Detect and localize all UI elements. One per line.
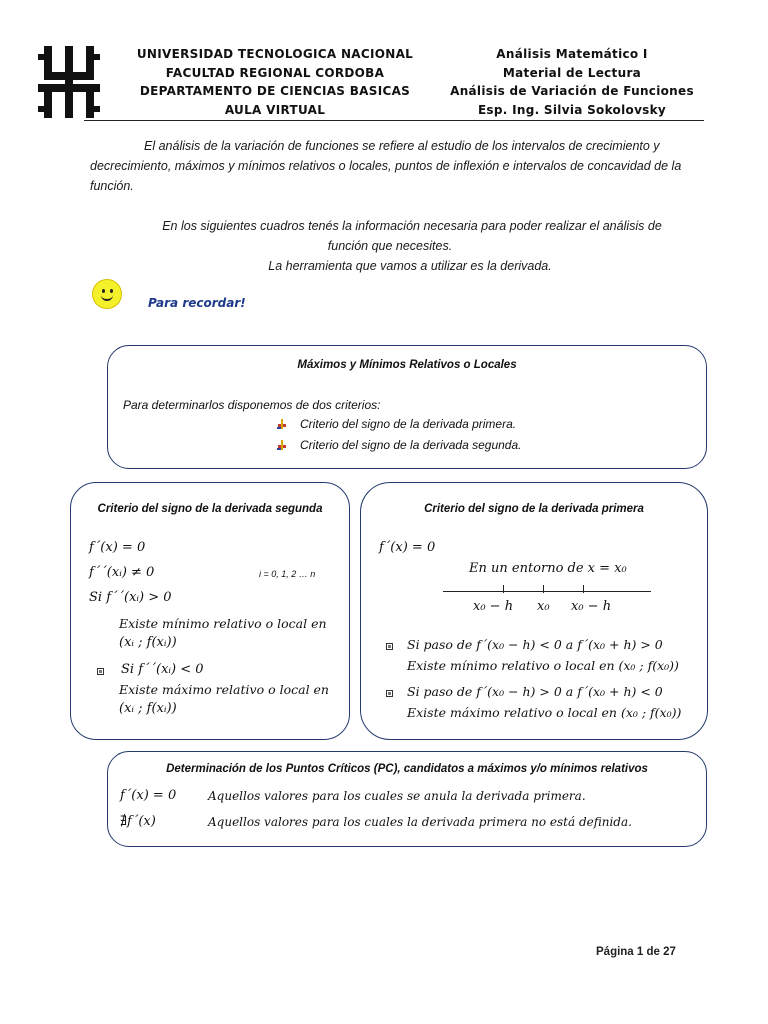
second-result-1-line-1: Existe mínimo relativo o local en (119, 616, 327, 631)
second-derivative-box (70, 482, 350, 740)
header-left (120, 45, 430, 119)
max-min-title: Máximos y Mínimos Relativos o Locales (297, 359, 517, 371)
second-cond-2: Si f´´(xᵢ) < 0 (121, 662, 204, 677)
first-cond-2: Si paso de f´(x₀ − h) > 0 a f´(x₀ + h) < 0 (407, 684, 663, 699)
para-recordar-label: Para recordar! (148, 296, 246, 310)
critical-points-title: Determinación de los Puntos Críticos (PC), candidatos a máximos y/o mínimos relativos (166, 763, 648, 775)
smiley-icon (92, 279, 122, 309)
pc-row-1-text: Aquellos valores para los cuales se anula la derivada primera. (208, 789, 586, 803)
pc-row-1-eq: f´(x) = 0 (120, 788, 177, 803)
second-cond-1: Si f´´(xᵢ) > 0 (89, 590, 172, 605)
first-result-1: Existe mínimo relativo o local en (x₀ ; f(x₀)) (407, 658, 679, 673)
pc-row-2-eq: ∄f´(x) (120, 814, 156, 829)
max-min-text: Para determinarlos disponemos de dos criterios: (123, 398, 381, 412)
header-author: Esp. Ing. Silvia Sokolovsky (477, 102, 667, 117)
intro-paragraph-2-line-2: función que necesites. (327, 239, 453, 253)
tick-right (583, 585, 584, 593)
axis-label-center: x₀ (537, 599, 550, 614)
pushpin-icon (276, 417, 288, 435)
tick-left (503, 585, 504, 593)
index-note: i = 0, 1, 2 … n (259, 569, 316, 579)
header-material: Material de Lectura (502, 65, 642, 80)
header-university: UNIVERSIDAD TECNOLOGICA NACIONAL (136, 47, 414, 61)
utn-logo (36, 44, 102, 120)
first-eq-1: f´(x) = 0 (379, 540, 436, 555)
header-faculty: FACULTAD REGIONAL CORDOBA (165, 65, 385, 80)
checkbox-bullet-icon (97, 668, 104, 675)
header-aula: AULA VIRTUAL (224, 102, 326, 117)
axis-label-right: x₀ − h (571, 599, 612, 614)
first-derivative-title: Criterio del signo de la derivada primera (424, 503, 644, 515)
intro-paragraph-2-line-1: En los siguientes cuadros tenés la información necesaria para poder realizar el análisis de (162, 219, 662, 233)
second-result-2-line-1: Existe máximo relativo o local en (119, 682, 329, 697)
first-result-2: Existe máximo relativo o local en (x₀ ; f(x₀)) (407, 705, 682, 720)
header-right (440, 45, 704, 119)
page-number: Página 1 de 27 (596, 946, 676, 958)
second-derivative-title: Criterio del signo de la derivada segunda (97, 503, 323, 515)
header-subject: Análisis Matemático I (496, 47, 648, 61)
max-min-box (107, 345, 707, 469)
second-result-1-line-2: (xᵢ ; f(xᵢ)) (119, 635, 177, 650)
intro-paragraph-1: El análisis de la variación de funciones se refiere al estudio de los intervalos de crecimiento y decrecimiento, máximos y mínimos relativos o locales, puntos de inflexión e intervalos de concavidad de la función. (90, 139, 682, 193)
first-derivative-box (360, 482, 708, 740)
second-result-2-line-2: (xᵢ ; f(xᵢ)) (119, 701, 177, 716)
axis-label-left: x₀ − h (473, 599, 514, 614)
intro-paragraph-3: La herramienta que vamos a utilizar es la derivada. (268, 259, 552, 273)
header-rule (84, 120, 704, 121)
header-topic: Análisis de Variación de Funciones (450, 84, 694, 98)
second-eq-1: f´(x) = 0 (89, 540, 146, 555)
pushpin-icon (276, 438, 288, 456)
criterion-first-derivative: Criterio del signo de la derivada primera. (300, 417, 517, 431)
first-cond-1: Si paso de f´(x₀ − h) < 0 a f´(x₀ + h) > 0 (407, 637, 663, 652)
checkbox-bullet-icon (386, 643, 393, 650)
number-line (443, 591, 651, 592)
checkbox-bullet-icon (386, 690, 393, 697)
pc-row-2-text: Aquellos valores para los cuales la derivada primera no está definida. (208, 815, 632, 829)
header-department: DEPARTAMENTO DE CIENCIAS BASICAS (139, 84, 411, 98)
critical-points-box (107, 751, 707, 847)
entorno-text: En un entorno de x = x₀ (469, 561, 627, 576)
second-eq-2: f´´(xᵢ) ≠ 0 (89, 565, 155, 580)
criterion-second-derivative: Criterio del signo de la derivada segunda. (300, 438, 522, 452)
tick-center (543, 585, 544, 593)
